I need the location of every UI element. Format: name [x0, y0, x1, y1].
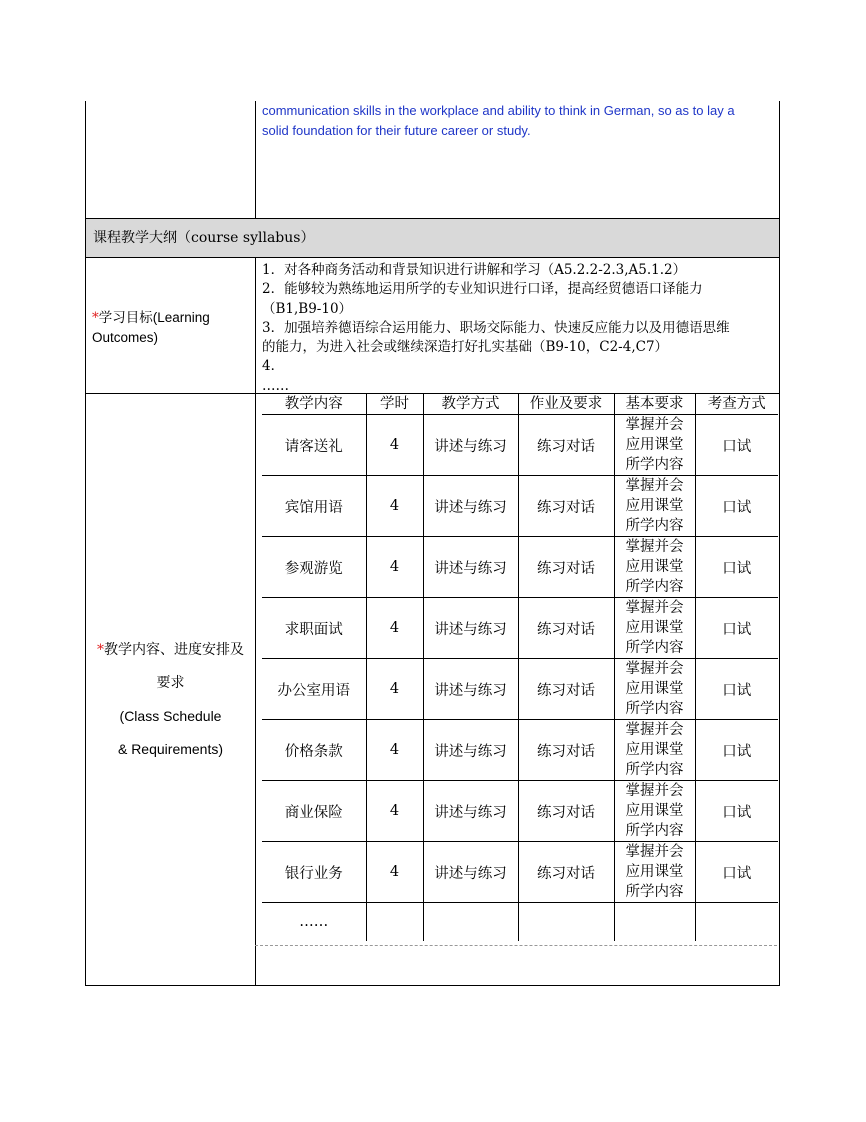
cell-assessment: 口试	[695, 781, 778, 842]
table-row	[262, 781, 778, 842]
column-header: 教学内容	[262, 394, 366, 415]
learning-outcomes-label-line1: 学习目标(Learning	[98, 310, 210, 325]
table-row	[262, 842, 778, 903]
cell-basic-requirement: 掌握并会 应用课堂 所学内容	[614, 720, 695, 781]
column-divider	[255, 101, 256, 219]
table-row	[262, 720, 778, 781]
class-schedule-table	[262, 393, 778, 941]
table-row	[262, 659, 778, 720]
cell-assessment: 口试	[695, 598, 778, 659]
cell-empty	[366, 903, 423, 942]
cell-homework: 练习对话	[518, 415, 614, 476]
learning-outcome-line: 4．	[262, 358, 285, 375]
required-mark: *	[92, 310, 99, 326]
class-schedule-label-line2: 要求	[156, 675, 185, 691]
learning-outcomes-label-line2: Outcomes)	[92, 330, 159, 345]
table-row	[262, 476, 778, 537]
learning-outcome-line: 3．加强培养德语综合运用能力、职场交际能力、快速反应能力以及用德语思维	[262, 319, 730, 336]
cell-content: 请客送礼	[262, 415, 366, 476]
cell-homework: 练习对话	[518, 598, 614, 659]
learning-outcome-line: 2．能够较为熟练地运用所学的专业知识进行口译，提高经贸德语口译能力	[262, 281, 703, 298]
cell-hours: 4	[366, 476, 423, 537]
cell-content: 参观游览	[262, 537, 366, 598]
table-row	[262, 415, 778, 476]
cell-basic-requirement: 掌握并会 应用课堂 所学内容	[614, 842, 695, 903]
table-header-row	[262, 394, 778, 415]
cell-hours: 4	[366, 415, 423, 476]
cell-empty	[614, 903, 695, 942]
cell-content: 求职面试	[262, 598, 366, 659]
cell-homework: 练习对话	[518, 476, 614, 537]
learning-outcome-line: （B1,B9-10）	[262, 300, 353, 317]
cell-basic-requirement: 掌握并会 应用课堂 所学内容	[614, 781, 695, 842]
required-mark: *	[97, 642, 104, 658]
learning-outcome-line: ……	[262, 377, 289, 394]
cell-method: 讲述与练习	[423, 415, 518, 476]
column-divider	[255, 257, 256, 986]
cell-assessment: 口试	[695, 537, 778, 598]
column-header: 作业及要求	[518, 394, 614, 415]
objectives-text-en	[262, 101, 777, 140]
cell-basic-requirement: 掌握并会 应用课堂 所学内容	[614, 598, 695, 659]
column-header: 基本要求	[614, 394, 695, 415]
learning-outcomes-label	[92, 308, 210, 347]
syllabus-header	[86, 219, 779, 257]
cell-homework: 练习对话	[518, 659, 614, 720]
objectives-line: communication skills in the workplace and ability to think in German, so as to lay a	[262, 103, 735, 118]
cell-homework: 练习对话	[518, 842, 614, 903]
class-schedule-label-line3: (Class Schedule	[119, 708, 222, 724]
row-border	[85, 985, 780, 986]
class-schedule-label	[86, 634, 255, 766]
row-border	[255, 945, 777, 946]
cell-assessment: 口试	[695, 476, 778, 537]
cell-basic-requirement: 掌握并会 应用课堂 所学内容	[614, 415, 695, 476]
cell-method: 讲述与练习	[423, 659, 518, 720]
cell-basic-requirement: 掌握并会 应用课堂 所学内容	[614, 537, 695, 598]
table-row-ellipsis	[262, 903, 778, 942]
cell-hours: 4	[366, 659, 423, 720]
learning-outcomes-text	[262, 261, 777, 396]
class-schedule-label-line4: & Requirements)	[117, 741, 224, 757]
cell-empty	[518, 903, 614, 942]
learning-outcome-line: 的能力，为进入社会或继续深造打好扎实基础（B9-10，C2-4,C7）	[262, 339, 669, 356]
cell-method: 讲述与练习	[423, 781, 518, 842]
cell-assessment: 口试	[695, 415, 778, 476]
learning-outcome-line: 1．对各种商务活动和背景知识进行讲解和学习（A5.2.2-2.3,A5.1.2）	[262, 262, 687, 278]
cell-ellipsis: ……	[262, 903, 366, 942]
cell-method: 讲述与练习	[423, 476, 518, 537]
cell-assessment: 口试	[695, 720, 778, 781]
cell-assessment: 口试	[695, 659, 778, 720]
cell-homework: 练习对话	[518, 537, 614, 598]
cell-assessment: 口试	[695, 842, 778, 903]
cell-basic-requirement: 掌握并会 应用课堂 所学内容	[614, 659, 695, 720]
column-header: 教学方式	[423, 394, 518, 415]
row-border	[85, 257, 780, 258]
cell-content: 商业保险	[262, 781, 366, 842]
cell-homework: 练习对话	[518, 781, 614, 842]
table-row	[262, 537, 778, 598]
table-row	[262, 598, 778, 659]
outer-border-right	[779, 101, 780, 986]
column-header: 考查方式	[695, 394, 778, 415]
class-schedule-label-line1: 教学内容、进度安排及	[104, 642, 244, 658]
cell-empty	[423, 903, 518, 942]
cell-content: 办公室用语	[262, 659, 366, 720]
cell-hours: 4	[366, 842, 423, 903]
column-header: 学时	[366, 394, 423, 415]
cell-hours: 4	[366, 537, 423, 598]
cell-method: 讲述与练习	[423, 842, 518, 903]
cell-hours: 4	[366, 781, 423, 842]
cell-method: 讲述与练习	[423, 598, 518, 659]
cell-homework: 练习对话	[518, 720, 614, 781]
cell-basic-requirement: 掌握并会 应用课堂 所学内容	[614, 476, 695, 537]
cell-method: 讲述与练习	[423, 720, 518, 781]
cell-empty	[695, 903, 778, 942]
syllabus-header-text: 课程教学大纲（course syllabus）	[93, 230, 315, 246]
cell-content: 银行业务	[262, 842, 366, 903]
cell-method: 讲述与练习	[423, 537, 518, 598]
cell-content: 价格条款	[262, 720, 366, 781]
objectives-line: solid foundation for their future career or study.	[262, 122, 531, 138]
cell-hours: 4	[366, 720, 423, 781]
cell-content: 宾馆用语	[262, 476, 366, 537]
cell-hours: 4	[366, 598, 423, 659]
